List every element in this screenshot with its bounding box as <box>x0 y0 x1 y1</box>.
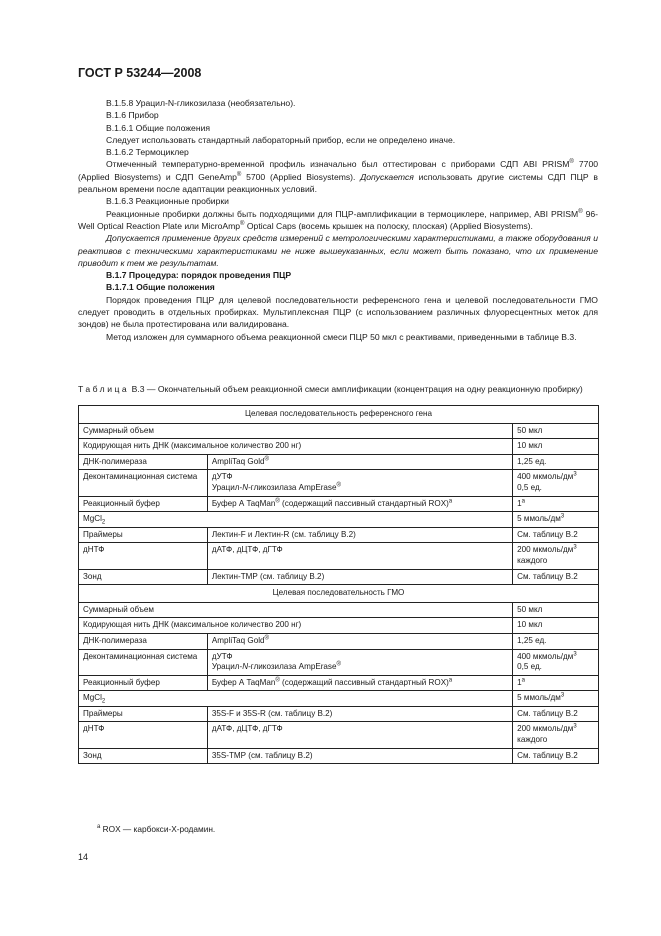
table-row: MgCl$_2$ 5 ммоль/$дм^3$ <box>79 512 599 528</box>
heading-b17: В.1.7 Процедура: порядок проведения ПЦР <box>106 270 292 281</box>
table-row: дНТФ дАТФ, дЦТФ, дГТФ 200 мкмоль/$дм^3$ каждого <box>79 722 599 748</box>
reaction-mix-table <box>78 405 599 764</box>
table-row: Праймеры 35S-F и 35S-R (см. таблицу В.2) См. таблицу В.2 <box>79 706 599 722</box>
table-row: Зонд 35S-ТМР (см. таблицу В.2) См. таблицу В.2 <box>79 748 599 764</box>
table-row: Деконтаминационная система дУТФ Урацил-N-гликозилаза AmpErase® 400 мкмоль/$дм^3$ 0,5 ед. <box>79 649 599 675</box>
table-row: Деконтаминационная система дУТФ Урацил-N-гликозилаза AmpErase® 400 мкмоль/$дм^3$ 0,5 ед. <box>79 470 599 496</box>
heading-b16: В.1.6 Прибор <box>106 110 159 121</box>
table-caption-text: В.3 — Окончательный объем реакционной смеси амплификации (концентрация на одну реакционную пробирку) <box>129 384 583 394</box>
heading-b171: В.1.7.1 Общие положения <box>106 282 215 293</box>
table-row: Реакционный буфер Буфер А TaqMan® (содержащий пассивный стандартный ROX)$^а$ $1^а$ <box>79 675 599 691</box>
heading-b163: В.1.6.3 Реакционные пробирки <box>106 196 229 207</box>
table-row: ДНК-полимераза AmpliTaq Gold® 1,25 ед. <box>79 454 599 470</box>
paragraph-pcr-order: Порядок проведения ПЦР для целевой последовательности референсного гена и целевой последовательности ГМО следует проводить в отдельных пробирках. Мультиплексная ПЦР (с использованием различных флуоресцентных меток для зондов) не была протестирована или валидирована. <box>78 294 598 330</box>
paragraph-allowed: Допускается применение других средств измерений с метрологическими характеристиками, а также оборудования и реактивов с техническими характеристиками не ниже вышеуказанных, если может быть показано, что их применение приводит к тем же результатам. <box>78 233 598 268</box>
body-text <box>78 97 598 343</box>
table-row: Зонд Лектин-ТМР (см. таблицу В.2) См. таблицу В.2 <box>79 569 599 585</box>
page-number: 14 <box>78 852 89 862</box>
table-row: Суммарный объем 50 мкл <box>79 602 599 618</box>
paragraph-equipment: Следует использовать стандартный лабораторный прибор, если не определено иначе. <box>106 134 456 145</box>
paragraph-tubes: Реакционные пробирки должны быть подходящими для ПЦР-амплификации в термоциклере, например, ABI PRISM® 96-Well Optical Reaction Plate или MicroAmp® Optical Caps (восемь крышек на полоску, плоская) (Applied Biosystems). <box>78 208 598 231</box>
paragraph-thermocycler: Отмеченный температурно-временной профиль изначально был оттестирован с приборами СДП ABI PRISM® 7700 (Applied Biosystems) и СДП GeneAmp® 5700 (Applied Biosystems). Допускается использовать другие системы СДП ПЦР в реальном времени после адаптации реакционных условий. <box>78 159 598 195</box>
heading-b161: В.1.6.1 Общие положения <box>106 122 211 133</box>
section-header-gmo: Целевая последовательность ГМО <box>79 585 599 603</box>
document-header: ГОСТ Р 53244—2008 <box>78 66 202 80</box>
section-header-reference: Целевая последовательность референсного гена <box>79 406 599 424</box>
table-caption-word: Таблица <box>78 384 130 394</box>
heading-b162: В.1.6.2 Термоциклер <box>106 147 189 158</box>
table-row: Праймеры Лектин-F и Лектин-R (см. таблицу В.2) См. таблицу В.2 <box>79 527 599 543</box>
table-caption <box>78 383 598 395</box>
table-row: Кодирующая нить ДНК (максимальное количество 200 нг) 10 мкл <box>79 439 599 455</box>
item-b158: В.1.5.8 Урацил-N-гликозилаза (необязательно). <box>106 98 296 108</box>
table-row: Реакционный буфер Буфер А TaqMan® (содержащий пассивный стандартный ROX)$^а$ $1^а$ <box>79 496 599 512</box>
paragraph-method: Метод изложен для суммарного объема реакционной смеси ПЦР 50 мкл с реактивами, приведенными в таблице В.3. <box>106 331 577 342</box>
table-row: ДНК-полимераза AmpliTaq Gold® 1,25 ед. <box>79 633 599 649</box>
table-row: MgCl$_2$ 5 ммоль/$дм^3$ <box>79 691 599 707</box>
table-row: Суммарный объем 50 мкл <box>79 423 599 439</box>
table-footnote: $^а$ ROX — карбокси-Х-родамин. <box>97 824 216 834</box>
table-row: Кодирующая нить ДНК (максимальное количество 200 нг) 10 мкл <box>79 618 599 634</box>
table-row: дНТФ дАТФ, дЦТФ, дГТФ 200 мкмоль/$дм^3$ каждого <box>79 543 599 569</box>
